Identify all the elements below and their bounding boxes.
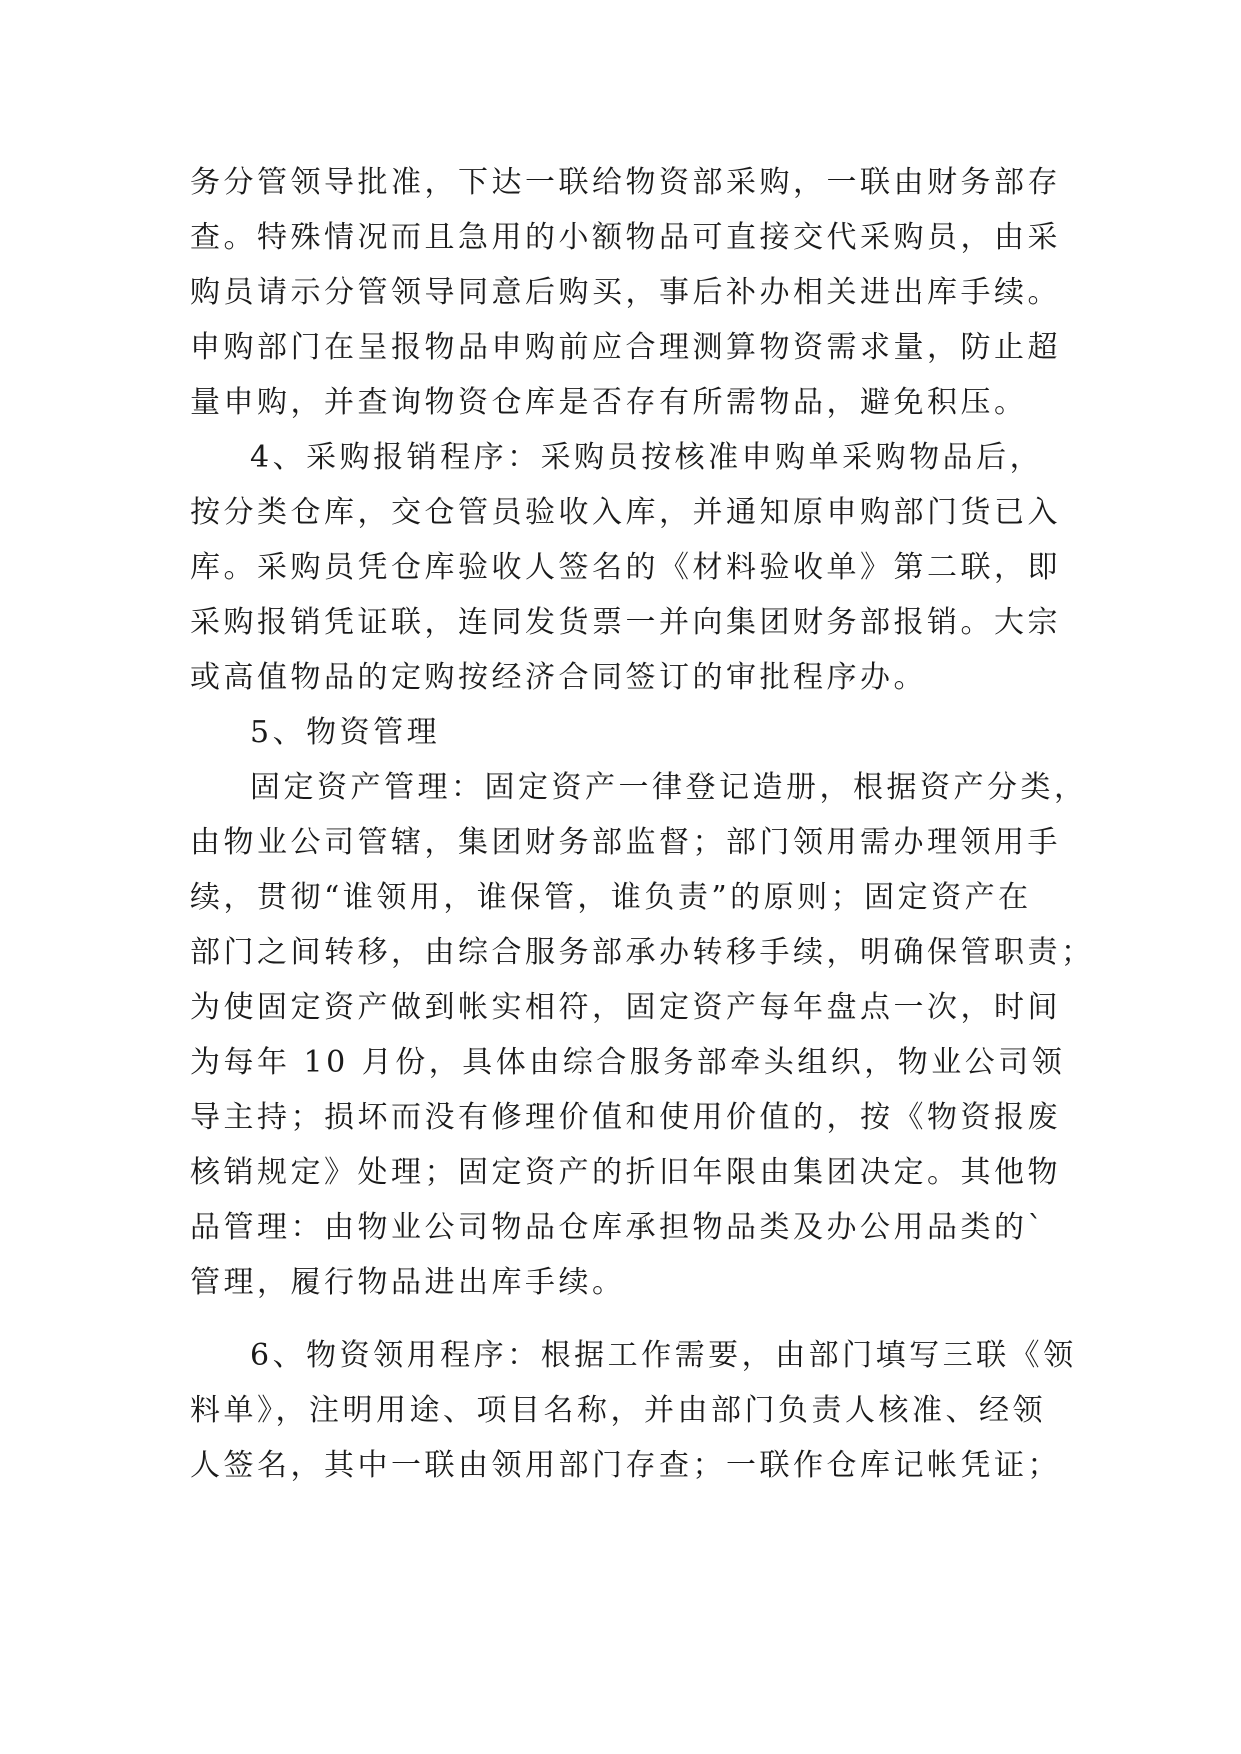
- paragraph-gap: [190, 1310, 1070, 1328]
- text-line: 管理，履行物品进出库手续。: [190, 1265, 626, 1300]
- text-line: 查。特殊情况而且急用的小额物品可直接交代采购员，由采: [190, 220, 1061, 255]
- paragraph-heading-4: 4、采购报销程序：采购员按核准申购单采购物品后，: [250, 440, 1044, 475]
- text-line: 导主持；损坏而没有修理价值和使用价值的，按《物资报废: [190, 1100, 1061, 1135]
- text-line: 品管理：由物业公司物品仓库承担物品类及办公用品类的`: [190, 1210, 1046, 1245]
- text-line: 采购报销凭证联，连同发货票一并向集团财务部报销。大宗: [190, 605, 1061, 640]
- text-line: 务分管领导批准，下达一联给物资部采购，一联由财务部存: [190, 165, 1061, 200]
- text-line: 量申购，并查询物资仓库是否存有所需物品，避免积压。: [190, 385, 1028, 420]
- paragraph-start: 固定资产管理：固定资产一律登记造册，根据资产分类，: [250, 770, 1088, 805]
- text-line: 续，贯彻“谁领用，谁保管，谁负责”的原则；固定资产在: [190, 880, 1032, 915]
- text-line: 部门之间转移，由综合服务部承办转移手续，明确保管职责；: [190, 935, 1095, 970]
- document-body: [190, 155, 1095, 1493]
- text-line: 或高值物品的定购按经济合同签订的审批程序办。: [190, 660, 927, 695]
- text-line: 为使固定资产做到帐实相符，固定资产每年盘点一次，时间: [190, 990, 1061, 1025]
- text-line: 为每年 10 月份，具体由综合服务部牵头组织，物业公司领: [190, 1045, 1066, 1080]
- text-line: 购员请示分管领导同意后购买，事后补办相关进出库手续。: [190, 275, 1061, 310]
- text-line: 由物业公司管辖，集团财务部监督；部门领用需办理领用手: [190, 825, 1061, 860]
- text-line: 人签名，其中一联由领用部门存查；一联作仓库记帐凭证；: [190, 1448, 1061, 1483]
- paragraph-heading-6: 6、物资领用程序：根据工作需要，由部门填写三联《领: [250, 1338, 1077, 1373]
- text-line: 料单》，注明用途、项目名称，并由部门负责人核准、经领: [190, 1393, 1046, 1428]
- text-line: 按分类仓库，交仓管员验收入库，并通知原申购部门货已入: [190, 495, 1061, 530]
- section-heading-5: 5、物资管理: [250, 715, 441, 750]
- text-line: 申购部门在呈报物品申购前应合理测算物资需求量，防止超: [190, 330, 1061, 365]
- text-line: 库。采购员凭仓库验收人签名的《材料验收单》第二联，即: [190, 550, 1061, 585]
- text-line: 核销规定》处理；固定资产的折旧年限由集团决定。其他物: [190, 1155, 1061, 1190]
